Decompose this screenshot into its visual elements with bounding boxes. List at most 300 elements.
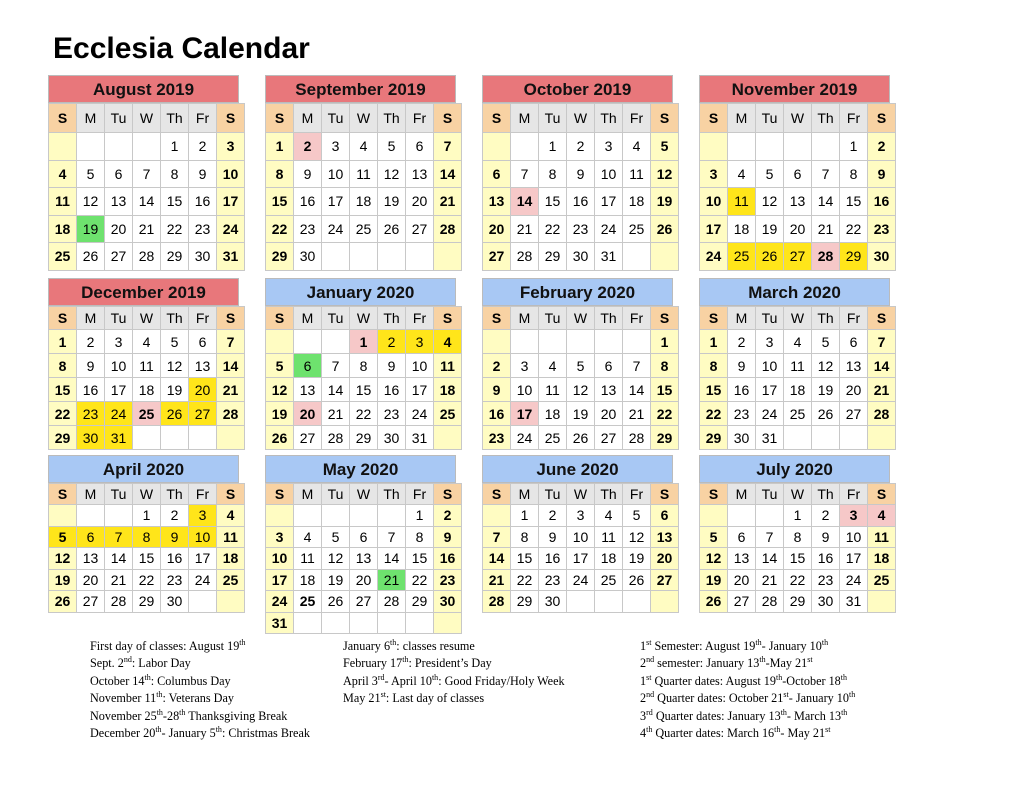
day-cell: 6 <box>294 354 322 378</box>
day-cell: 24 <box>189 569 217 591</box>
day-cell: 22 <box>840 215 868 243</box>
empty-cell <box>105 505 133 527</box>
day-cell: 9 <box>539 526 567 548</box>
weekday-label: Fr <box>840 104 868 133</box>
day-cell: 11 <box>728 188 756 216</box>
day-cell: 9 <box>434 526 462 548</box>
month-header: July 2020 <box>699 455 890 483</box>
day-cell: 14 <box>434 160 462 188</box>
day-cell: 13 <box>595 378 623 402</box>
empty-cell <box>539 330 567 354</box>
day-cell: 15 <box>161 188 189 216</box>
note-line: First day of classes: August 19th <box>90 638 246 654</box>
day-cell: 18 <box>217 548 245 570</box>
month-header: December 2019 <box>48 278 239 306</box>
day-cell: 12 <box>756 188 784 216</box>
day-cell: 10 <box>595 160 623 188</box>
day-cell: 21 <box>378 569 406 591</box>
weekday-label: S <box>651 104 679 133</box>
empty-cell <box>511 330 539 354</box>
month-october-2019 <box>482 75 673 271</box>
week-row <box>483 133 679 161</box>
weekday-label: W <box>350 307 378 330</box>
day-cell: 31 <box>217 243 245 271</box>
empty-cell <box>840 426 868 450</box>
empty-cell <box>784 133 812 161</box>
day-cell: 4 <box>294 526 322 548</box>
day-cell: 5 <box>756 160 784 188</box>
day-cell: 3 <box>595 133 623 161</box>
empty-cell <box>378 243 406 271</box>
weekday-label: S <box>49 104 77 133</box>
empty-cell <box>133 133 161 161</box>
day-cell: 28 <box>623 426 651 450</box>
weekday-label: M <box>294 307 322 330</box>
day-cell: 21 <box>322 402 350 426</box>
day-cell: 10 <box>266 548 294 570</box>
day-cell: 1 <box>161 133 189 161</box>
day-cell: 30 <box>77 426 105 450</box>
note-line: Sept. 2nd: Labor Day <box>90 655 191 671</box>
week-row <box>700 160 896 188</box>
week-row <box>700 526 896 548</box>
weekday-label: Th <box>595 307 623 330</box>
day-cell: 5 <box>49 526 77 548</box>
weekday-label: M <box>294 484 322 505</box>
day-cell: 7 <box>756 526 784 548</box>
weekday-label: Tu <box>322 104 350 133</box>
day-cell: 24 <box>322 215 350 243</box>
month-header: February 2020 <box>482 278 673 306</box>
day-cell: 3 <box>105 330 133 354</box>
week-row <box>266 378 462 402</box>
empty-cell <box>406 612 434 634</box>
day-cell: 14 <box>133 188 161 216</box>
day-cell: 8 <box>511 526 539 548</box>
empty-cell <box>623 330 651 354</box>
day-cell: 28 <box>756 591 784 613</box>
day-cell: 21 <box>483 569 511 591</box>
day-cell: 26 <box>651 215 679 243</box>
week-row <box>266 426 462 450</box>
weekday-label: S <box>266 104 294 133</box>
month-march-2020 <box>699 278 890 450</box>
day-cell: 12 <box>651 160 679 188</box>
weekday-label: Th <box>161 104 189 133</box>
weekday-label: S <box>483 104 511 133</box>
day-cell: 15 <box>266 188 294 216</box>
weekday-header-row <box>700 104 896 133</box>
day-cell: 26 <box>266 426 294 450</box>
day-cell: 11 <box>217 526 245 548</box>
empty-cell <box>728 505 756 527</box>
note-line: 2nd semester: January 13th-May 21st <box>640 655 813 671</box>
weekday-label: Tu <box>105 484 133 505</box>
weekday-label: M <box>511 484 539 505</box>
weekday-label: M <box>294 104 322 133</box>
day-cell: 5 <box>322 526 350 548</box>
weekday-label: S <box>266 307 294 330</box>
day-cell: 18 <box>784 378 812 402</box>
day-cell: 17 <box>700 215 728 243</box>
week-row <box>266 133 462 161</box>
empty-cell <box>161 426 189 450</box>
day-cell: 30 <box>161 591 189 613</box>
day-cell: 30 <box>434 591 462 613</box>
day-cell: 27 <box>595 426 623 450</box>
day-cell: 17 <box>322 188 350 216</box>
day-cell: 9 <box>161 526 189 548</box>
weekday-label: Fr <box>840 307 868 330</box>
day-cell: 7 <box>623 354 651 378</box>
day-cell: 1 <box>266 133 294 161</box>
day-cell: 23 <box>539 569 567 591</box>
day-cell: 10 <box>406 354 434 378</box>
day-cell: 28 <box>378 591 406 613</box>
day-cell: 30 <box>539 591 567 613</box>
day-cell: 12 <box>266 378 294 402</box>
empty-cell <box>77 505 105 527</box>
weekday-header-row <box>49 484 245 505</box>
day-cell: 21 <box>756 569 784 591</box>
day-cell: 16 <box>483 402 511 426</box>
note-line: February 17th: President’s Day <box>343 655 492 671</box>
empty-cell <box>77 133 105 161</box>
week-row <box>700 133 896 161</box>
day-cell: 21 <box>133 215 161 243</box>
day-cell: 28 <box>812 243 840 271</box>
day-cell: 4 <box>133 330 161 354</box>
week-row <box>700 591 896 613</box>
week-row <box>266 526 462 548</box>
day-cell: 17 <box>567 548 595 570</box>
week-row <box>49 188 245 216</box>
day-cell: 3 <box>840 505 868 527</box>
day-cell: 22 <box>406 569 434 591</box>
weekday-label: S <box>868 484 896 505</box>
day-cell: 9 <box>567 160 595 188</box>
empty-cell <box>322 505 350 527</box>
day-cell: 16 <box>868 188 896 216</box>
day-cell: 30 <box>294 243 322 271</box>
weekday-label: S <box>49 484 77 505</box>
week-row <box>49 133 245 161</box>
day-cell: 19 <box>161 378 189 402</box>
week-row <box>483 330 679 354</box>
day-cell: 9 <box>378 354 406 378</box>
day-cell: 11 <box>868 526 896 548</box>
day-cell: 20 <box>406 188 434 216</box>
day-cell: 14 <box>483 548 511 570</box>
week-row <box>266 160 462 188</box>
weekday-label: Fr <box>406 104 434 133</box>
day-cell: 19 <box>700 569 728 591</box>
day-cell: 26 <box>623 569 651 591</box>
empty-cell <box>217 591 245 613</box>
day-cell: 8 <box>350 354 378 378</box>
week-row <box>49 354 245 378</box>
day-cell: 13 <box>840 354 868 378</box>
day-cell: 13 <box>189 354 217 378</box>
weekday-label: Tu <box>539 307 567 330</box>
day-cell: 26 <box>756 243 784 271</box>
weekday-label: Th <box>161 484 189 505</box>
day-cell: 25 <box>434 402 462 426</box>
day-cell: 20 <box>651 548 679 570</box>
day-cell: 7 <box>105 526 133 548</box>
day-cell: 23 <box>294 215 322 243</box>
day-cell: 8 <box>133 526 161 548</box>
empty-cell <box>350 243 378 271</box>
day-cell: 23 <box>77 402 105 426</box>
day-cell: 27 <box>189 402 217 426</box>
week-row <box>49 402 245 426</box>
note-line: November 11th: Veterans Day <box>90 690 234 706</box>
weekday-header-row <box>266 484 462 505</box>
day-cell: 2 <box>539 505 567 527</box>
day-cell: 4 <box>623 133 651 161</box>
day-cell: 14 <box>756 548 784 570</box>
week-row <box>266 354 462 378</box>
day-cell: 14 <box>868 354 896 378</box>
day-cell: 29 <box>406 591 434 613</box>
day-cell: 16 <box>812 548 840 570</box>
weekday-label: S <box>49 307 77 330</box>
month-day-grid <box>699 306 896 450</box>
day-cell: 6 <box>728 526 756 548</box>
weekday-label: S <box>434 307 462 330</box>
weekday-label: W <box>567 484 595 505</box>
day-cell: 3 <box>567 505 595 527</box>
month-header: November 2019 <box>699 75 890 103</box>
empty-cell <box>266 505 294 527</box>
day-cell: 23 <box>483 426 511 450</box>
day-cell: 7 <box>511 160 539 188</box>
day-cell: 1 <box>784 505 812 527</box>
day-cell: 19 <box>266 402 294 426</box>
day-cell: 27 <box>294 426 322 450</box>
day-cell: 21 <box>868 378 896 402</box>
day-cell: 5 <box>623 505 651 527</box>
week-row <box>483 505 679 527</box>
weekday-label: W <box>567 307 595 330</box>
day-cell: 19 <box>567 402 595 426</box>
day-cell: 26 <box>77 243 105 271</box>
empty-cell <box>133 426 161 450</box>
month-day-grid <box>482 306 679 450</box>
day-cell: 30 <box>378 426 406 450</box>
weekday-label: W <box>784 104 812 133</box>
month-header: January 2020 <box>265 278 456 306</box>
day-cell: 13 <box>784 188 812 216</box>
day-cell: 25 <box>539 426 567 450</box>
weekday-label: Th <box>378 104 406 133</box>
day-cell: 16 <box>567 188 595 216</box>
day-cell: 12 <box>49 548 77 570</box>
note-line: 1st Quarter dates: August 19th-October 18th <box>640 672 848 688</box>
weekday-label: Th <box>812 484 840 505</box>
day-cell: 27 <box>728 591 756 613</box>
week-row <box>483 354 679 378</box>
day-cell: 27 <box>406 215 434 243</box>
day-cell: 23 <box>728 402 756 426</box>
week-row <box>483 569 679 591</box>
day-cell: 15 <box>840 188 868 216</box>
day-cell: 27 <box>77 591 105 613</box>
weekday-header-row <box>49 307 245 330</box>
day-cell: 7 <box>434 133 462 161</box>
day-cell: 1 <box>511 505 539 527</box>
day-cell: 3 <box>322 133 350 161</box>
day-cell: 17 <box>595 188 623 216</box>
week-row <box>700 188 896 216</box>
day-cell: 25 <box>595 569 623 591</box>
day-cell: 27 <box>105 243 133 271</box>
day-cell: 26 <box>49 591 77 613</box>
empty-cell <box>623 243 651 271</box>
weekday-label: Tu <box>539 484 567 505</box>
day-cell: 21 <box>217 378 245 402</box>
weekday-label: Fr <box>189 307 217 330</box>
empty-cell <box>434 426 462 450</box>
day-cell: 31 <box>266 612 294 634</box>
day-cell: 25 <box>784 402 812 426</box>
week-row <box>266 612 462 634</box>
weekday-label: S <box>483 307 511 330</box>
day-cell: 18 <box>49 215 77 243</box>
day-cell: 12 <box>161 354 189 378</box>
empty-cell <box>812 426 840 450</box>
week-row <box>700 354 896 378</box>
empty-cell <box>294 612 322 634</box>
day-cell: 21 <box>812 215 840 243</box>
day-cell: 9 <box>189 160 217 188</box>
day-cell: 5 <box>567 354 595 378</box>
week-row <box>700 378 896 402</box>
day-cell: 29 <box>133 591 161 613</box>
day-cell: 2 <box>378 330 406 354</box>
note-line: December 20th- January 5th: Christmas Break <box>90 725 310 741</box>
weekday-label: M <box>77 484 105 505</box>
weekday-label: S <box>868 307 896 330</box>
week-row <box>266 548 462 570</box>
day-cell: 28 <box>868 402 896 426</box>
empty-cell <box>350 612 378 634</box>
day-cell: 6 <box>651 505 679 527</box>
week-row <box>483 160 679 188</box>
day-cell: 2 <box>728 330 756 354</box>
month-header: April 2020 <box>48 455 239 483</box>
weekday-label: Fr <box>623 104 651 133</box>
day-cell: 11 <box>350 160 378 188</box>
day-cell: 3 <box>511 354 539 378</box>
weekday-label: Tu <box>539 104 567 133</box>
day-cell: 20 <box>350 569 378 591</box>
day-cell: 17 <box>266 569 294 591</box>
day-cell: 16 <box>294 188 322 216</box>
empty-cell <box>483 505 511 527</box>
weekday-label: Tu <box>322 484 350 505</box>
day-cell: 22 <box>651 402 679 426</box>
day-cell: 18 <box>868 548 896 570</box>
week-row <box>483 548 679 570</box>
empty-cell <box>266 330 294 354</box>
weekday-label: Fr <box>189 484 217 505</box>
note-line: 2nd Quarter dates: October 21st- January 10th <box>640 690 856 706</box>
day-cell: 12 <box>378 160 406 188</box>
day-cell: 27 <box>651 569 679 591</box>
week-row <box>700 330 896 354</box>
weekday-header-row <box>700 307 896 330</box>
day-cell: 24 <box>217 215 245 243</box>
day-cell: 25 <box>294 591 322 613</box>
weekday-label: Fr <box>406 307 434 330</box>
week-row <box>49 160 245 188</box>
day-cell: 28 <box>322 426 350 450</box>
month-day-grid <box>265 306 462 450</box>
day-cell: 26 <box>161 402 189 426</box>
empty-cell <box>49 133 77 161</box>
day-cell: 2 <box>434 505 462 527</box>
weekday-label: Fr <box>189 104 217 133</box>
day-cell: 29 <box>539 243 567 271</box>
empty-cell <box>406 243 434 271</box>
weekday-label: Fr <box>623 307 651 330</box>
day-cell: 25 <box>49 243 77 271</box>
month-february-2020 <box>482 278 673 450</box>
day-cell: 17 <box>105 378 133 402</box>
day-cell: 8 <box>700 354 728 378</box>
day-cell: 29 <box>700 426 728 450</box>
day-cell: 31 <box>105 426 133 450</box>
month-may-2020 <box>265 455 456 634</box>
week-row <box>266 591 462 613</box>
day-cell: 17 <box>406 378 434 402</box>
month-day-grid <box>48 483 245 613</box>
day-cell: 3 <box>700 160 728 188</box>
empty-cell <box>511 133 539 161</box>
day-cell: 20 <box>483 215 511 243</box>
day-cell: 4 <box>784 330 812 354</box>
day-cell: 18 <box>294 569 322 591</box>
empty-cell <box>700 133 728 161</box>
day-cell: 15 <box>784 548 812 570</box>
weekday-label: Fr <box>623 484 651 505</box>
day-cell: 18 <box>350 188 378 216</box>
weekday-header-row <box>483 307 679 330</box>
weekday-label: S <box>266 484 294 505</box>
weekday-label: W <box>133 104 161 133</box>
empty-cell <box>595 591 623 613</box>
day-cell: 26 <box>567 426 595 450</box>
month-day-grid <box>699 103 896 271</box>
weekday-label: S <box>700 104 728 133</box>
day-cell: 24 <box>406 402 434 426</box>
day-cell: 13 <box>651 526 679 548</box>
day-cell: 27 <box>784 243 812 271</box>
empty-cell <box>784 426 812 450</box>
day-cell: 7 <box>217 330 245 354</box>
day-cell: 15 <box>651 378 679 402</box>
empty-cell <box>322 612 350 634</box>
day-cell: 23 <box>161 569 189 591</box>
weekday-label: Tu <box>756 104 784 133</box>
day-cell: 8 <box>161 160 189 188</box>
day-cell: 1 <box>651 330 679 354</box>
day-cell: 18 <box>623 188 651 216</box>
weekday-label: Th <box>378 484 406 505</box>
day-cell: 4 <box>350 133 378 161</box>
